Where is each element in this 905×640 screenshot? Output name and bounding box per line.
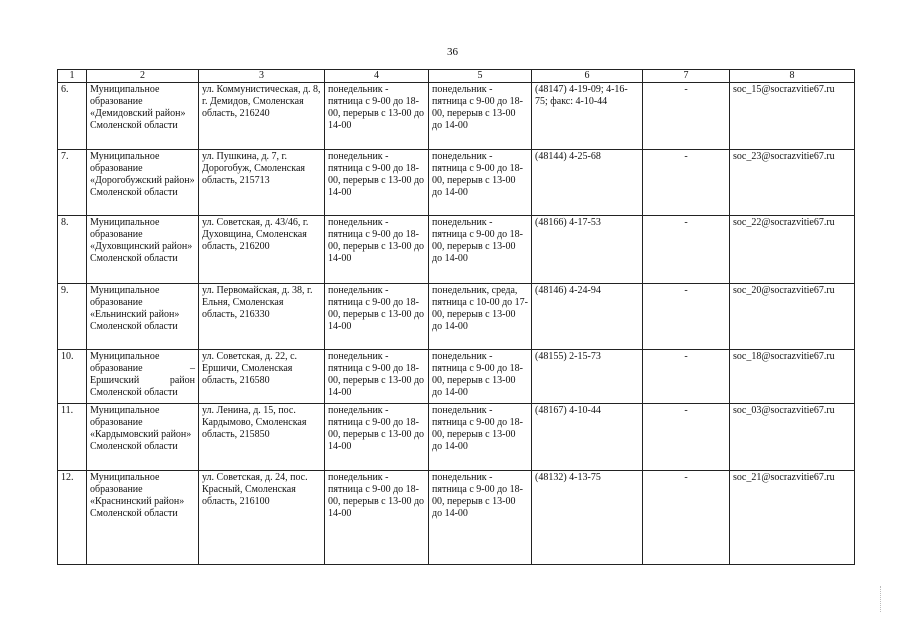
municipality-name: Муниципальное образование «Духовщинский район» Смоленской области — [87, 216, 199, 284]
email: soc_18@socrazvitie67.ru — [730, 350, 855, 404]
phone: (48144) 4-25-68 — [532, 150, 643, 216]
working-hours: понедельник - пятница с 9-00 до 18-00, перерыв с 13-00 до 14-00 — [325, 216, 429, 284]
row-number: 10. — [58, 350, 87, 404]
row-number: 8. — [58, 216, 87, 284]
reception-hours: понедельник - пятница с 9-00 до 18-00, перерыв с 13-00 до 14-00 — [429, 350, 532, 404]
table-row — [58, 471, 855, 565]
column-header-6: 6 — [532, 70, 643, 83]
working-hours: понедельник - пятница с 9-00 до 18-00, перерыв с 13-00 до 14-00 — [325, 471, 429, 565]
address: ул. Советская, д. 24, пос. Красный, Смоленская область, 216100 — [199, 471, 325, 565]
row-number: 12. — [58, 471, 87, 565]
page-number: 36 — [447, 46, 458, 58]
column-7-value: - — [643, 404, 730, 471]
email: soc_23@socrazvitie67.ru — [730, 150, 855, 216]
municipality-name: Муниципальное образование – Ершичский район Смоленской области — [87, 350, 199, 404]
column-7-value: - — [643, 150, 730, 216]
reception-hours: понедельник - пятница с 9-00 до 18-00, перерыв с 13-00 до 14-00 — [429, 471, 532, 565]
reception-hours: понедельник, среда, пятница с 10-00 до 17-00, перерыв с 13-00 до 14-00 — [429, 284, 532, 350]
working-hours: понедельник - пятница с 9-00 до 18-00, перерыв с 13-00 до 14-00 — [325, 150, 429, 216]
row-number: 11. — [58, 404, 87, 471]
reception-hours: понедельник - пятница с 9-00 до 18-00, перерыв с 13-00 до 14-00 — [429, 83, 532, 150]
address: ул. Советская, д. 22, с. Ершичи, Смоленская область, 216580 — [199, 350, 325, 404]
reception-hours: понедельник - пятница с 9-00 до 18-00, перерыв с 13-00 до 14-00 — [429, 150, 532, 216]
column-7-value: - — [643, 350, 730, 404]
email: soc_21@socrazvitie67.ru — [730, 471, 855, 565]
column-header-1: 1 — [58, 70, 87, 83]
reception-hours: понедельник - пятница с 9-00 до 18-00, перерыв с 13-00 до 14-00 — [429, 404, 532, 471]
column-header-8: 8 — [730, 70, 855, 83]
municipality-name: Муниципальное образование «Краснинский район» Смоленской области — [87, 471, 199, 565]
table-row — [58, 83, 855, 150]
email: soc_15@socrazvitie67.ru — [730, 83, 855, 150]
working-hours: понедельник - пятница с 9-00 до 18-00, перерыв с 13-00 до 14-00 — [325, 284, 429, 350]
phone: (48147) 4-19-09; 4-16-75; факс: 4-10-44 — [532, 83, 643, 150]
header-row — [58, 70, 855, 83]
institutions-table — [57, 69, 855, 565]
municipality-name: Муниципальное образование «Демидовский район» Смоленской области — [87, 83, 199, 150]
address: ул. Коммунистическая, д. 8, г. Демидов, Смоленская область, 216240 — [199, 83, 325, 150]
column-header-5: 5 — [429, 70, 532, 83]
column-header-3: 3 — [199, 70, 325, 83]
phone: (48146) 4-24-94 — [532, 284, 643, 350]
municipality-name: Муниципальное образование «Ельнинский район» Смоленской области — [87, 284, 199, 350]
phone: (48132) 4-13-75 — [532, 471, 643, 565]
column-7-value: - — [643, 471, 730, 565]
address: ул. Советская, д. 43/46, г. Духовщина, Смоленская область, 216200 — [199, 216, 325, 284]
working-hours: понедельник - пятница с 9-00 до 18-00, перерыв с 13-00 до 14-00 — [325, 83, 429, 150]
table-row — [58, 404, 855, 471]
email: soc_20@socrazvitie67.ru — [730, 284, 855, 350]
municipality-name: Муниципальное образование «Дорогобужский район» Смоленской области — [87, 150, 199, 216]
phone: (48167) 4-10-44 — [532, 404, 643, 471]
table-row — [58, 150, 855, 216]
working-hours: понедельник - пятница с 9-00 до 18-00, перерыв с 13-00 до 14-00 — [325, 404, 429, 471]
email: soc_03@socrazvitie67.ru — [730, 404, 855, 471]
email: soc_22@socrazvitie67.ru — [730, 216, 855, 284]
table-row — [58, 284, 855, 350]
address: ул. Пушкина, д. 7, г. Дорогобуж, Смоленская область, 215713 — [199, 150, 325, 216]
table-row — [58, 216, 855, 284]
address: ул. Ленина, д. 15, пос. Кардымово, Смоленская область, 215850 — [199, 404, 325, 471]
reception-hours: понедельник - пятница с 9-00 до 18-00, перерыв с 13-00 до 14-00 — [429, 216, 532, 284]
row-number: 6. — [58, 83, 87, 150]
working-hours: понедельник - пятница с 9-00 до 18-00, перерыв с 13-00 до 14-00 — [325, 350, 429, 404]
column-header-7: 7 — [643, 70, 730, 83]
column-7-value: - — [643, 83, 730, 150]
column-7-value: - — [643, 216, 730, 284]
column-header-4: 4 — [325, 70, 429, 83]
row-number: 9. — [58, 284, 87, 350]
row-number: 7. — [58, 150, 87, 216]
address: ул. Первомайская, д. 38, г. Ельня, Смоленская область, 216330 — [199, 284, 325, 350]
phone: (48166) 4-17-53 — [532, 216, 643, 284]
scan-edge-marks — [880, 586, 883, 612]
column-7-value: - — [643, 284, 730, 350]
table-row — [58, 350, 855, 404]
column-header-2: 2 — [87, 70, 199, 83]
municipality-name: Муниципальное образование «Кардымовский район» Смоленской области — [87, 404, 199, 471]
phone: (48155) 2-15-73 — [532, 350, 643, 404]
